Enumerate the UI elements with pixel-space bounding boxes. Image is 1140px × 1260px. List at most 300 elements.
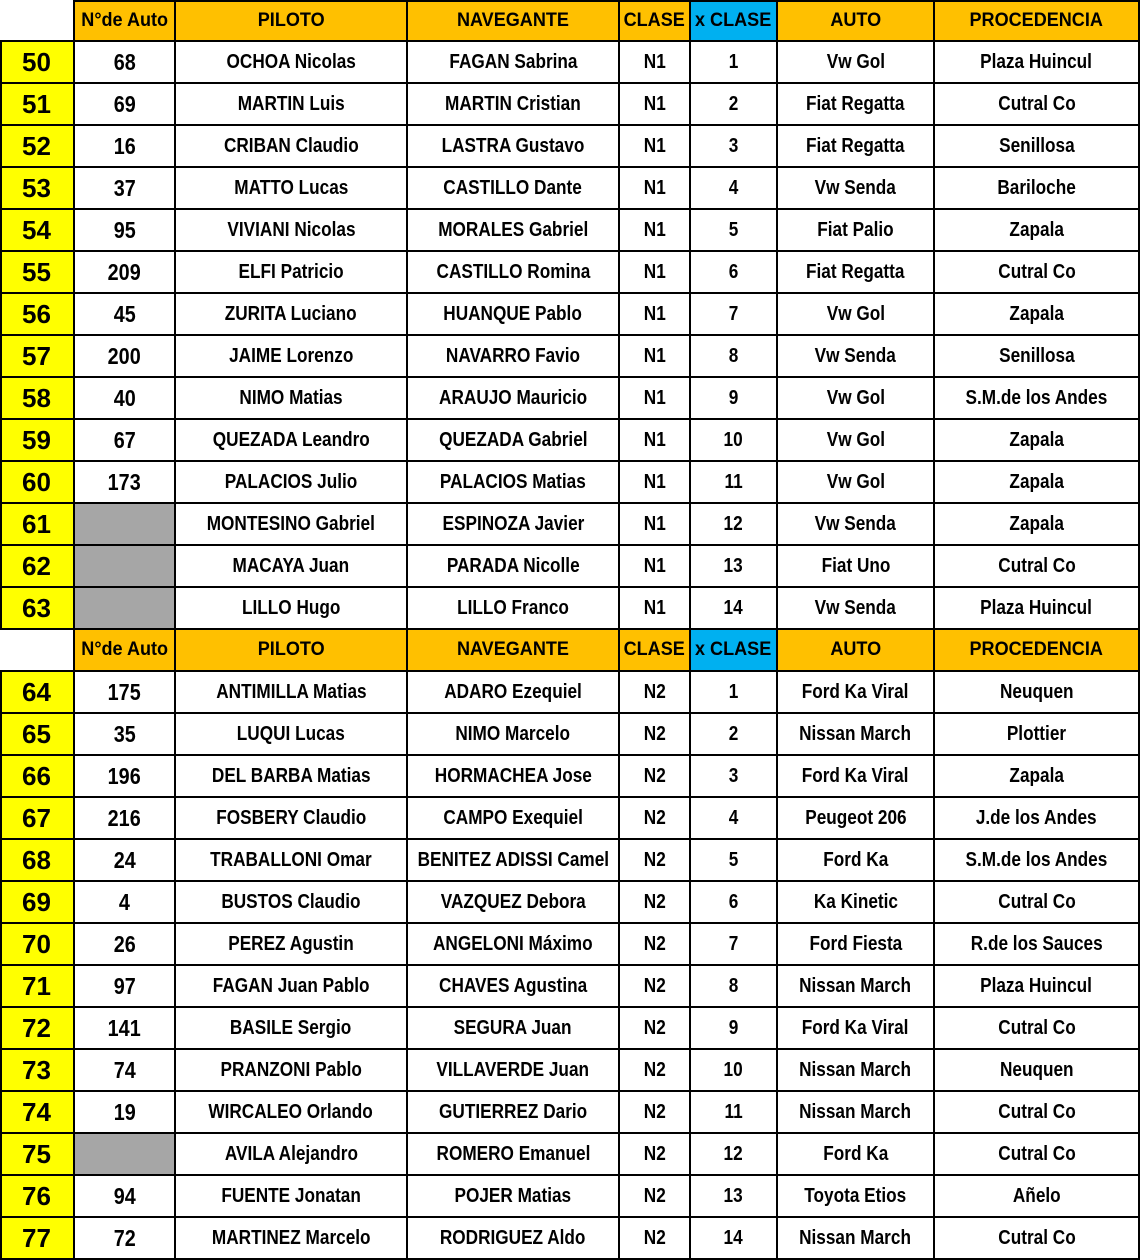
row-index bbox=[0, 756, 75, 798]
cell-navegante-value: BENITEZ ADISSI Camel bbox=[417, 848, 609, 871]
cell-x-clase bbox=[691, 672, 778, 714]
cell-procedencia-value: S.M.de los Andes bbox=[965, 848, 1108, 871]
cell-piloto-value: PEREZ Agustin bbox=[228, 932, 354, 955]
cell-clase bbox=[620, 1050, 691, 1092]
cell-procedencia bbox=[935, 588, 1140, 630]
cell-piloto bbox=[176, 546, 408, 588]
cell-navegante-value: SEGURA Juan bbox=[454, 1016, 572, 1039]
cell-clase-value: N1 bbox=[643, 554, 666, 577]
cell-clase bbox=[620, 168, 691, 210]
cell-auto-number bbox=[75, 42, 176, 84]
cell-clase-value: N1 bbox=[643, 344, 666, 367]
cell-navegante-value: ARAUJO Mauricio bbox=[438, 386, 588, 409]
cell-clase bbox=[620, 924, 691, 966]
cell-x-clase-value: 7 bbox=[728, 932, 739, 955]
cell-navegante bbox=[408, 294, 620, 336]
cell-x-clase bbox=[691, 546, 778, 588]
cell-auto-value: Fiat Uno bbox=[821, 554, 890, 577]
cell-procedencia bbox=[935, 1050, 1140, 1092]
header-navegante-label: NAVEGANTE bbox=[456, 10, 569, 31]
table-row bbox=[0, 798, 1140, 840]
cell-procedencia-value: Cutral Co bbox=[997, 260, 1076, 283]
cell-piloto-value: FUENTE Jonatan bbox=[221, 1184, 361, 1207]
cell-piloto bbox=[176, 336, 408, 378]
cell-auto-number-value: 40 bbox=[113, 384, 136, 411]
header-auto bbox=[778, 630, 935, 672]
cell-x-clase bbox=[691, 168, 778, 210]
header-x-clase-label: x CLASE bbox=[695, 10, 772, 31]
cell-auto-number bbox=[75, 294, 176, 336]
cell-procedencia-value: Plaza Huincul bbox=[980, 596, 1093, 619]
cell-navegante bbox=[408, 420, 620, 462]
cell-navegante bbox=[408, 1008, 620, 1050]
header-piloto-label: PILOTO bbox=[257, 10, 325, 31]
row-index-value: 70 bbox=[22, 928, 51, 959]
cell-auto-number bbox=[75, 546, 176, 588]
header-clase bbox=[620, 0, 691, 42]
cell-clase bbox=[620, 252, 691, 294]
row-index bbox=[0, 420, 75, 462]
table-row bbox=[0, 840, 1140, 882]
cell-auto bbox=[778, 336, 935, 378]
cell-auto-number-value: 69 bbox=[113, 90, 136, 117]
cell-procedencia bbox=[935, 42, 1140, 84]
cell-navegante bbox=[408, 840, 620, 882]
cell-auto-number-value: 24 bbox=[113, 846, 136, 873]
cell-procedencia-value: Zapala bbox=[1009, 218, 1064, 241]
cell-x-clase bbox=[691, 924, 778, 966]
cell-auto-number-value: 196 bbox=[107, 762, 142, 789]
cell-auto-value: Vw Gol bbox=[826, 386, 885, 409]
table-row bbox=[0, 1134, 1140, 1176]
table-row bbox=[0, 84, 1140, 126]
header-clase-label: CLASE bbox=[623, 639, 686, 660]
cell-x-clase bbox=[691, 252, 778, 294]
cell-procedencia-value: Neuquen bbox=[999, 680, 1074, 703]
cell-auto-value: Ford Ka bbox=[823, 1142, 888, 1165]
cell-auto bbox=[778, 504, 935, 546]
cell-clase bbox=[620, 546, 691, 588]
cell-clase-value: N1 bbox=[643, 470, 666, 493]
cell-x-clase-value: 6 bbox=[728, 260, 739, 283]
cell-auto-number bbox=[75, 462, 176, 504]
row-index bbox=[0, 672, 75, 714]
table-row bbox=[0, 1092, 1140, 1134]
cell-auto bbox=[778, 1176, 935, 1218]
row-index bbox=[0, 126, 75, 168]
row-index bbox=[0, 462, 75, 504]
cell-auto-number bbox=[75, 756, 176, 798]
cell-navegante-value: HORMACHEA Jose bbox=[434, 764, 592, 787]
cell-navegante bbox=[408, 882, 620, 924]
cell-piloto-value: ELFI Patricio bbox=[238, 260, 344, 283]
cell-procedencia bbox=[935, 924, 1140, 966]
row-index-value: 68 bbox=[22, 844, 51, 875]
cell-navegante-value: ROMERO Emanuel bbox=[436, 1142, 590, 1165]
cell-x-clase bbox=[691, 1050, 778, 1092]
table-row bbox=[0, 966, 1140, 1008]
table-row bbox=[0, 378, 1140, 420]
cell-clase-value: N2 bbox=[643, 1226, 666, 1249]
header-navegante-label: NAVEGANTE bbox=[456, 639, 569, 660]
cell-navegante-value: ADARO Ezequiel bbox=[444, 680, 582, 703]
cell-piloto-value: PALACIOS Julio bbox=[224, 470, 358, 493]
cell-procedencia bbox=[935, 714, 1140, 756]
cell-x-clase-value: 11 bbox=[724, 1100, 743, 1123]
cell-auto-number-value: 45 bbox=[113, 300, 136, 327]
cell-piloto bbox=[176, 378, 408, 420]
cell-navegante-value: CAMPO Exequiel bbox=[443, 806, 583, 829]
cell-auto-value: Nissan March bbox=[799, 1100, 912, 1123]
cell-navegante-value: ESPINOZA Javier bbox=[442, 512, 584, 535]
cell-piloto-value: BUSTOS Claudio bbox=[221, 890, 361, 913]
cell-clase bbox=[620, 798, 691, 840]
cell-auto bbox=[778, 1134, 935, 1176]
cell-auto bbox=[778, 588, 935, 630]
cell-x-clase bbox=[691, 756, 778, 798]
cell-x-clase-value: 4 bbox=[728, 176, 739, 199]
cell-navegante-value: CASTILLO Dante bbox=[443, 176, 583, 199]
cell-auto-value: Ford Ka Viral bbox=[802, 1016, 909, 1039]
cell-clase bbox=[620, 714, 691, 756]
cell-piloto bbox=[176, 882, 408, 924]
cell-procedencia-value: Cutral Co bbox=[997, 554, 1076, 577]
cell-auto-number-value: 95 bbox=[113, 216, 136, 243]
cell-auto-value: Nissan March bbox=[799, 1058, 912, 1081]
table-row bbox=[0, 504, 1140, 546]
cell-auto-number bbox=[75, 252, 176, 294]
cell-auto bbox=[778, 42, 935, 84]
table-row bbox=[0, 1050, 1140, 1092]
cell-x-clase-value: 9 bbox=[728, 1016, 739, 1039]
cell-x-clase bbox=[691, 210, 778, 252]
cell-clase bbox=[620, 294, 691, 336]
cell-auto-value: Fiat Regatta bbox=[806, 260, 905, 283]
cell-piloto-value: LUQUI Lucas bbox=[236, 722, 345, 745]
cell-auto bbox=[778, 924, 935, 966]
header-blank-cell bbox=[0, 630, 75, 672]
cell-x-clase-value: 14 bbox=[723, 596, 744, 619]
row-index-value: 61 bbox=[22, 508, 51, 539]
cell-navegante bbox=[408, 126, 620, 168]
cell-auto bbox=[778, 84, 935, 126]
cell-clase-value: N2 bbox=[643, 1142, 666, 1165]
cell-piloto bbox=[176, 1008, 408, 1050]
header-auto-number-label: N°de Auto bbox=[81, 10, 168, 31]
cell-navegante-value: HUANQUE Pablo bbox=[443, 302, 583, 325]
cell-procedencia bbox=[935, 1008, 1140, 1050]
row-index-value: 62 bbox=[22, 550, 51, 581]
cell-navegante-value: MORALES Gabriel bbox=[437, 218, 589, 241]
header-x-clase-label: x CLASE bbox=[695, 639, 772, 660]
header-auto-number bbox=[75, 0, 176, 42]
cell-piloto-value: OCHOA Nicolas bbox=[226, 50, 356, 73]
cell-x-clase-value: 7 bbox=[728, 302, 739, 325]
cell-clase bbox=[620, 420, 691, 462]
header-clase bbox=[620, 630, 691, 672]
table-row bbox=[0, 588, 1140, 630]
cell-piloto-value: MARTIN Luis bbox=[237, 92, 345, 115]
cell-procedencia-value: Cutral Co bbox=[997, 1226, 1076, 1249]
cell-piloto bbox=[176, 1092, 408, 1134]
cell-navegante-value: LASTRA Gustavo bbox=[441, 134, 585, 157]
cell-navegante-value: RODRIGUEZ Aldo bbox=[440, 1226, 586, 1249]
cell-piloto bbox=[176, 126, 408, 168]
cell-piloto-value: MARTINEZ Marcelo bbox=[211, 1226, 371, 1249]
row-index bbox=[0, 588, 75, 630]
cell-auto bbox=[778, 1008, 935, 1050]
cell-piloto bbox=[176, 714, 408, 756]
cell-clase bbox=[620, 378, 691, 420]
cell-navegante-value: MARTIN Cristian bbox=[445, 92, 581, 115]
cell-navegante bbox=[408, 84, 620, 126]
cell-auto-number-value: 16 bbox=[113, 132, 136, 159]
cell-piloto-value: WIRCALEO Orlando bbox=[208, 1100, 374, 1123]
cell-clase bbox=[620, 126, 691, 168]
cell-x-clase-value: 8 bbox=[728, 974, 739, 997]
cell-auto-number-value: 175 bbox=[107, 678, 142, 705]
cell-x-clase-value: 13 bbox=[723, 1184, 744, 1207]
row-index-value: 57 bbox=[22, 340, 51, 371]
cell-piloto-value: ZURITA Luciano bbox=[225, 302, 357, 325]
row-index-value: 72 bbox=[22, 1012, 51, 1043]
cell-auto-number bbox=[75, 210, 176, 252]
cell-auto-value: Vw Senda bbox=[814, 512, 897, 535]
cell-navegante-value: PARADA Nicolle bbox=[446, 554, 580, 577]
cell-auto-number-value: 216 bbox=[107, 804, 142, 831]
cell-auto-number bbox=[75, 588, 176, 630]
cell-procedencia-value: Zapala bbox=[1009, 302, 1064, 325]
row-index-value: 53 bbox=[22, 172, 51, 203]
cell-auto-value: Nissan March bbox=[799, 974, 912, 997]
cell-x-clase-value: 9 bbox=[728, 386, 739, 409]
table-row bbox=[0, 1008, 1140, 1050]
cell-auto bbox=[778, 966, 935, 1008]
cell-auto bbox=[778, 1050, 935, 1092]
cell-auto-value: Fiat Palio bbox=[817, 218, 894, 241]
row-index bbox=[0, 882, 75, 924]
cell-clase-value: N2 bbox=[643, 680, 666, 703]
cell-piloto bbox=[176, 1218, 408, 1260]
cell-clase bbox=[620, 1218, 691, 1260]
cell-clase-value: N1 bbox=[643, 92, 666, 115]
cell-auto-value: Nissan March bbox=[799, 722, 912, 745]
cell-procedencia-value: Zapala bbox=[1009, 512, 1064, 535]
cell-auto bbox=[778, 714, 935, 756]
cell-procedencia-value: Plaza Huincul bbox=[980, 50, 1093, 73]
cell-auto-number bbox=[75, 840, 176, 882]
row-index bbox=[0, 1176, 75, 1218]
cell-piloto-value: BASILE Sergio bbox=[230, 1016, 352, 1039]
cell-piloto-value: MONTESINO Gabriel bbox=[206, 512, 376, 535]
cell-auto bbox=[778, 168, 935, 210]
cell-procedencia bbox=[935, 882, 1140, 924]
table-row bbox=[0, 1176, 1140, 1218]
row-index-value: 55 bbox=[22, 256, 51, 287]
table-row bbox=[0, 168, 1140, 210]
row-index bbox=[0, 336, 75, 378]
cell-navegante bbox=[408, 1176, 620, 1218]
cell-auto-number-value: 200 bbox=[107, 342, 142, 369]
row-index-value: 58 bbox=[22, 382, 51, 413]
cell-navegante bbox=[408, 378, 620, 420]
cell-procedencia-value: J.de los Andes bbox=[976, 806, 1097, 829]
cell-auto-number bbox=[75, 84, 176, 126]
cell-auto bbox=[778, 210, 935, 252]
header-row bbox=[0, 630, 1140, 672]
cell-piloto bbox=[176, 588, 408, 630]
cell-auto-number-value: 141 bbox=[107, 1014, 142, 1041]
cell-piloto bbox=[176, 966, 408, 1008]
cell-clase-value: N1 bbox=[643, 386, 666, 409]
cell-x-clase-value: 10 bbox=[723, 428, 744, 451]
cell-auto-number bbox=[75, 924, 176, 966]
cell-piloto-value: AVILA Alejandro bbox=[224, 1142, 358, 1165]
cell-auto-number bbox=[75, 1008, 176, 1050]
cell-auto-number-value: 173 bbox=[107, 468, 142, 495]
cell-piloto-value: VIVIANI Nicolas bbox=[226, 218, 356, 241]
header-procedencia bbox=[935, 0, 1140, 42]
cell-procedencia-value: Zapala bbox=[1009, 470, 1064, 493]
cell-procedencia bbox=[935, 336, 1140, 378]
cell-auto-value: Vw Senda bbox=[814, 344, 897, 367]
cell-x-clase bbox=[691, 84, 778, 126]
cell-procedencia bbox=[935, 1218, 1140, 1260]
cell-auto-value: Ka Kinetic bbox=[813, 890, 898, 913]
cell-procedencia-value: Senillosa bbox=[998, 134, 1075, 157]
cell-clase-value: N2 bbox=[643, 764, 666, 787]
cell-x-clase bbox=[691, 714, 778, 756]
cell-auto bbox=[778, 462, 935, 504]
row-index-value: 63 bbox=[22, 592, 51, 623]
cell-navegante bbox=[408, 210, 620, 252]
cell-procedencia-value: Bariloche bbox=[997, 176, 1076, 199]
row-index bbox=[0, 168, 75, 210]
cell-auto-number bbox=[75, 798, 176, 840]
cell-piloto bbox=[176, 462, 408, 504]
cell-procedencia bbox=[935, 294, 1140, 336]
cell-auto-number bbox=[75, 882, 176, 924]
cell-procedencia bbox=[935, 210, 1140, 252]
cell-procedencia bbox=[935, 462, 1140, 504]
cell-x-clase bbox=[691, 840, 778, 882]
cell-procedencia bbox=[935, 504, 1140, 546]
cell-navegante-value: PALACIOS Matias bbox=[440, 470, 586, 493]
table-row bbox=[0, 714, 1140, 756]
cell-piloto-value: ANTIMILLA Matias bbox=[215, 680, 367, 703]
cell-x-clase-value: 5 bbox=[728, 848, 739, 871]
cell-auto-number-value: 209 bbox=[107, 258, 142, 285]
row-index bbox=[0, 1008, 75, 1050]
cell-clase-value: N2 bbox=[643, 1016, 666, 1039]
cell-auto bbox=[778, 294, 935, 336]
cell-procedencia bbox=[935, 126, 1140, 168]
cell-x-clase bbox=[691, 1218, 778, 1260]
row-index-value: 69 bbox=[22, 886, 51, 917]
cell-auto bbox=[778, 546, 935, 588]
cell-auto-number-value: 74 bbox=[113, 1056, 136, 1083]
row-index bbox=[0, 84, 75, 126]
cell-auto-number bbox=[75, 336, 176, 378]
cell-clase-value: N2 bbox=[643, 932, 666, 955]
cell-procedencia bbox=[935, 840, 1140, 882]
cell-x-clase bbox=[691, 42, 778, 84]
cell-navegante bbox=[408, 588, 620, 630]
cell-clase-value: N2 bbox=[643, 974, 666, 997]
cell-auto-number-value: 72 bbox=[113, 1224, 136, 1251]
cell-navegante bbox=[408, 672, 620, 714]
cell-auto-number bbox=[75, 966, 176, 1008]
row-index bbox=[0, 504, 75, 546]
cell-auto bbox=[778, 126, 935, 168]
cell-piloto-value: DEL BARBA Matias bbox=[211, 764, 371, 787]
cell-auto-value: Vw Senda bbox=[814, 176, 897, 199]
cell-clase-value: N2 bbox=[643, 1184, 666, 1207]
row-index-value: 67 bbox=[22, 802, 51, 833]
cell-x-clase bbox=[691, 504, 778, 546]
cell-procedencia-value: S.M.de los Andes bbox=[965, 386, 1108, 409]
header-auto-label: AUTO bbox=[830, 10, 881, 31]
cell-navegante bbox=[408, 1092, 620, 1134]
cell-navegante bbox=[408, 924, 620, 966]
cell-x-clase-value: 1 bbox=[728, 50, 739, 73]
header-blank-cell bbox=[0, 0, 75, 42]
header-navegante bbox=[408, 0, 620, 42]
cell-x-clase-value: 1 bbox=[728, 680, 739, 703]
row-index-value: 56 bbox=[22, 298, 51, 329]
row-index bbox=[0, 1218, 75, 1260]
cell-piloto-value: NIMO Matias bbox=[239, 386, 343, 409]
header-piloto-label: PILOTO bbox=[257, 639, 325, 660]
cell-auto-value: Ford Fiesta bbox=[809, 932, 902, 955]
cell-navegante-value: FAGAN Sabrina bbox=[448, 50, 578, 73]
cell-piloto bbox=[176, 42, 408, 84]
row-index bbox=[0, 966, 75, 1008]
cell-clase-value: N2 bbox=[643, 1100, 666, 1123]
cell-auto-value: Fiat Regatta bbox=[806, 134, 905, 157]
cell-auto-number bbox=[75, 714, 176, 756]
cell-auto-number-value: 68 bbox=[113, 48, 136, 75]
cell-procedencia-value: Cutral Co bbox=[997, 1100, 1076, 1123]
cell-procedencia-value: Cutral Co bbox=[997, 1142, 1076, 1165]
cell-auto-value: Vw Gol bbox=[826, 302, 885, 325]
table-row bbox=[0, 672, 1140, 714]
row-index bbox=[0, 42, 75, 84]
cell-navegante bbox=[408, 1218, 620, 1260]
cell-piloto-value: LILLO Hugo bbox=[241, 596, 341, 619]
cell-auto-number-value: 35 bbox=[113, 720, 136, 747]
cell-navegante bbox=[408, 1134, 620, 1176]
cell-clase bbox=[620, 1092, 691, 1134]
cell-piloto bbox=[176, 1134, 408, 1176]
cell-procedencia-value: Cutral Co bbox=[997, 890, 1076, 913]
cell-piloto-value: MATTO Lucas bbox=[233, 176, 349, 199]
cell-procedencia bbox=[935, 672, 1140, 714]
cell-auto-number bbox=[75, 1218, 176, 1260]
cell-piloto bbox=[176, 1050, 408, 1092]
cell-navegante-value: GUTIERREZ Dario bbox=[438, 1100, 588, 1123]
row-index-value: 59 bbox=[22, 424, 51, 455]
cell-clase-value: N2 bbox=[643, 890, 666, 913]
cell-procedencia bbox=[935, 966, 1140, 1008]
cell-clase-value: N1 bbox=[643, 50, 666, 73]
row-index bbox=[0, 1050, 75, 1092]
cell-x-clase-value: 3 bbox=[728, 134, 739, 157]
row-index-value: 51 bbox=[22, 88, 51, 119]
header-navegante bbox=[408, 630, 620, 672]
cell-x-clase bbox=[691, 294, 778, 336]
cell-procedencia bbox=[935, 168, 1140, 210]
